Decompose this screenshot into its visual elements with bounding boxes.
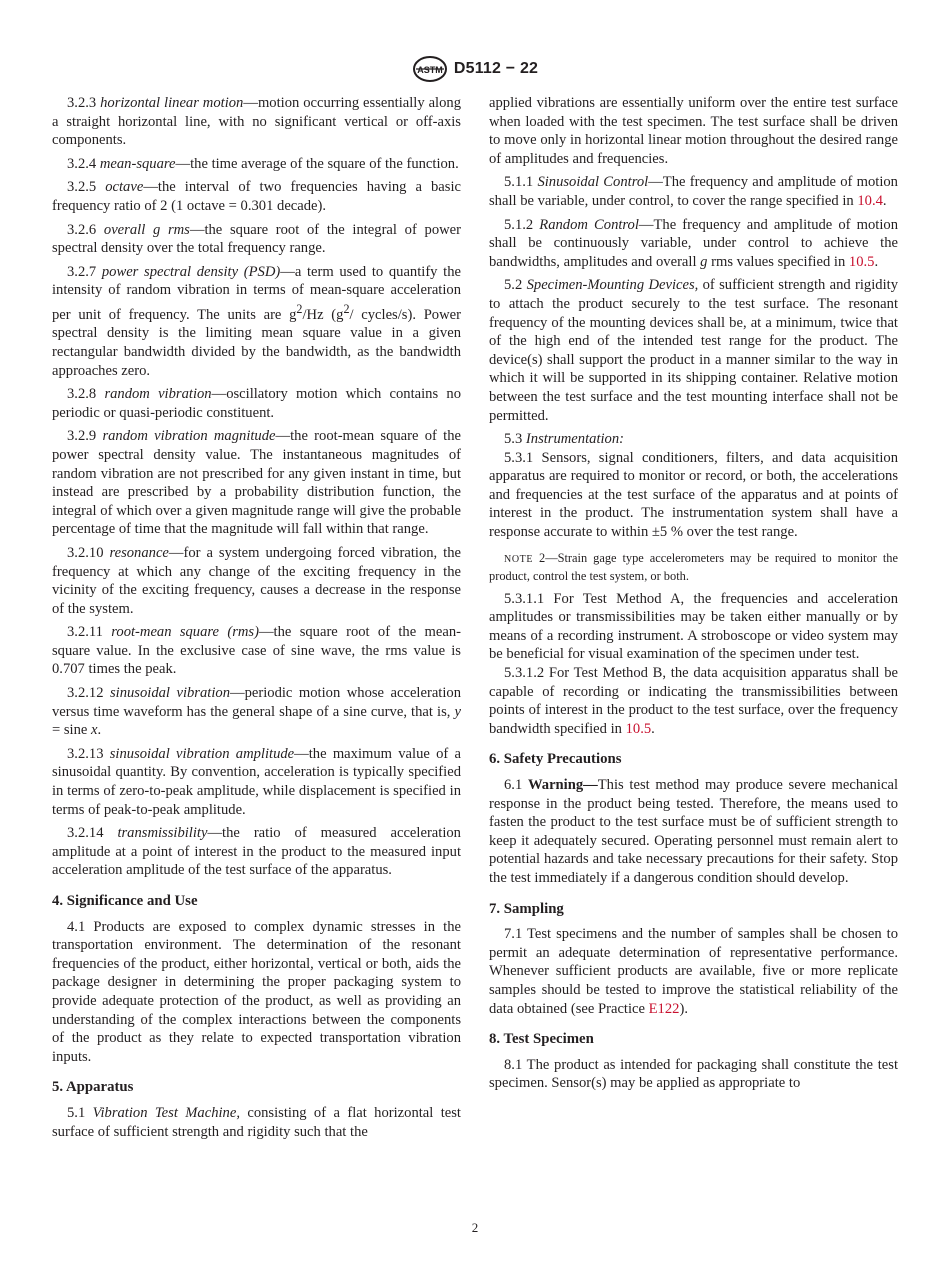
right-column [489,94,898,1098]
note-2: NOTE 2—Strain gage type accelerometers may be required to monitor the product, control the test system, or both. [489,550,898,583]
link-10-5[interactable]: 10.5 [848,253,875,270]
section-6-heading: 6. Safety Precautions [489,751,622,768]
paragraph-5-3-1-1: 5.3.1.1 For Test Method A, the frequencies and acceleration amplitudes or transmissibilities may be taken either manually or by means of a recording instrument. A stroboscope or video system may be beneficial for visual examination of the specimen under test. [489,590,898,663]
left-column [52,94,461,1146]
paragraph-4-1: 4.1 Products are exposed to complex dynamic stresses in the transportation environment. The determination of the resonant frequencies of the product, either horizontal, vertical or both, aids the package designer in determining the proper packaging system to provide adequate protection of the product, as well as providing an understanding of the complex interactions between the components of the product as they relate to expected transportation vibration inputs. [52,918,461,1065]
paragraph-5-1: 5.1 Vibration Test Machine, consisting of a flat horizontal test surface of sufficient strength and rigidity such that the [52,1104,461,1140]
paragraph-5-3-1: 5.3.1 Sensors, signal conditioners, filters, and data acquisition apparatus are required to monitor or record, or both, the accelerations and frequencies at the test surface of the apparatus and at points of interest in the product. The instrumentation system shall have a response accurate to within ±5 % over the test range. [489,449,898,541]
paragraph-6-1: 6.1 Warning—This test method may produce severe mechanical response in the product being tested. Therefore, the means used to fasten the product to the test surface must be of sufficient strength to keep it adequately secured. Operating personnel must remain alert to potential hazards and take necessary precautions for their safety. Stop the test immediately if a dangerous condition should develop. [489,777,898,886]
definition-3-2-3: 3.2.3 horizontal linear motion—motion occurring essentially along a straight horizontal line, with no significant vertical or off-axis components. [52,95,461,149]
section-7-heading: 7. Sampling [489,900,564,917]
link-10-4[interactable]: 10.4 [857,192,883,209]
definition-3-2-13: 3.2.13 sinusoidal vibration amplitude—the maximum value of a sinusoidal quantity. By convention, acceleration is typically specified in terms of zero-to-peak amplitude, while displacement is specified in terms of peak-to-peak amplitude. [52,745,461,818]
definition-3-2-14: 3.2.14 transmissibility—the ratio of measured acceleration amplitude at a point of interest in the product to the measured input acceleration amplitude of the test surface of the apparatus. [52,825,461,879]
paragraph-5-3: 5.3 Instrumentation: [504,431,625,448]
standard-designation: D5112 − 22 [453,60,539,77]
link-e122[interactable]: E122 [648,1000,680,1017]
paragraph-5-2: 5.2 Specimen-Mounting Devices, of sufficient strength and rigidity to attach the product securely to the test surface. The resonant frequency of the mounting devices shall be, at a minimum, twice that of the high end of the intended test range for the product. The device(s) shall support the product in a manner similar to the way in which it will be supported in its shipping container. Relative motion between the test surface and the test mounting interface shall not be permitted. [489,277,898,424]
section-8-heading: 8. Test Specimen [489,1031,594,1048]
section-5-heading: 5. Apparatus [52,1079,134,1096]
paragraph-7-1: 7.1 Test specimens and the number of samples shall be chosen to permit an adequate determination of representative performance. Whenever sufficient products are available, five or more replicate samples should be tested to improve the statistical reliability of the data obtained (see Practice E122). [489,926,898,1017]
paragraph-5-3-1-2: 5.3.1.2 For Test Method B, the data acquisition apparatus shall be capable of recording or indicating the transmissibilities between points of interest in the product to the test surface, over the frequency bandwidth specified in 10.5. [489,665,898,737]
definition-3-2-6: 3.2.6 overall g rms—the square root of the integral of power spectral density over the total frequency range. [52,221,461,257]
page-number: 2 [471,1220,479,1235]
definition-3-2-10: 3.2.10 resonance—for a system undergoing forced vibration, the frequency at which any change of the exciting frequency in the vicinity of the exciting frequency, causes a decrease in the response of the system. [52,544,461,617]
definition-3-2-9: 3.2.9 random vibration magnitude—the root-mean square of the power spectral density value. The instantaneous magnitudes of random vibration are not prescribed for any given instant in time, but instead are prescribed by a probability distribution function, the integral of which over a given magnitude range will give the probable percentage of time that the magnitude will fall within that range. [52,428,461,538]
section-4-heading: 4. Significance and Use [52,893,198,910]
definition-3-2-8: 3.2.8 random vibration—oscillatory motion which contains no periodic or quasi-periodic constituent. [52,386,461,421]
svg-text:ASTM: ASTM [417,65,443,75]
definition-3-2-12: 3.2.12 sinusoidal vibration—periodic motion whose acceleration versus time waveform has the general shape of a sine curve, that is, y = sine x. [52,685,461,739]
definition-3-2-4: 3.2.4 mean-square—the time average of the square of the function. [67,155,459,172]
definition-3-2-7: 3.2.7 power spectral density (PSD)—a term used to quantify the intensity of random vibration in terms of mean-square acceleration per unit of frequency. The units are $g^2/Hz$ ($g^2/$ cycles/s). Power spectral density is the limiting mean square value in a given rectangular bandwidth divided by the bandwidth, as the bandwidth approaches zero. [52,263,461,379]
astm-logo-icon [412,55,448,83]
paragraph-5-1-continued: applied vibrations are essentially uniform over the entire test surface when loaded with the test specimen. The test surface shall be driven to move only in horizontal linear motion throughout the desired range of amplitudes and frequencies. [489,95,898,167]
page-header [0,56,950,82]
link-10-5-b[interactable]: 10.5 [625,720,652,737]
paragraph-5-1-2: 5.1.2 Random Control—The frequency and amplitude of motion shall be continuously variable, under control to achieve the bandwidths, amplitudes and overall g rms values specified in 10.5. [489,216,898,270]
definition-3-2-11: 3.2.11 root-mean square (rms)—the square root of the mean-square value. In the exclusive case of sine wave, the rms value is 0.707 times the peak. [52,624,461,678]
definition-3-2-5: 3.2.5 octave—the interval of two frequencies having a basic frequency ratio of 2 (1 octave = 0.301 decade). [52,179,461,214]
paragraph-8-1: 8.1 The product as intended for packaging shall constitute the test specimen. Sensor(s) may be applied as appropriate to [489,1056,898,1092]
paragraph-5-1-1: 5.1.1 Sinusoidal Control—The frequency and amplitude of motion shall be variable, under control, to cover the range specified in 10.4. [489,174,898,209]
